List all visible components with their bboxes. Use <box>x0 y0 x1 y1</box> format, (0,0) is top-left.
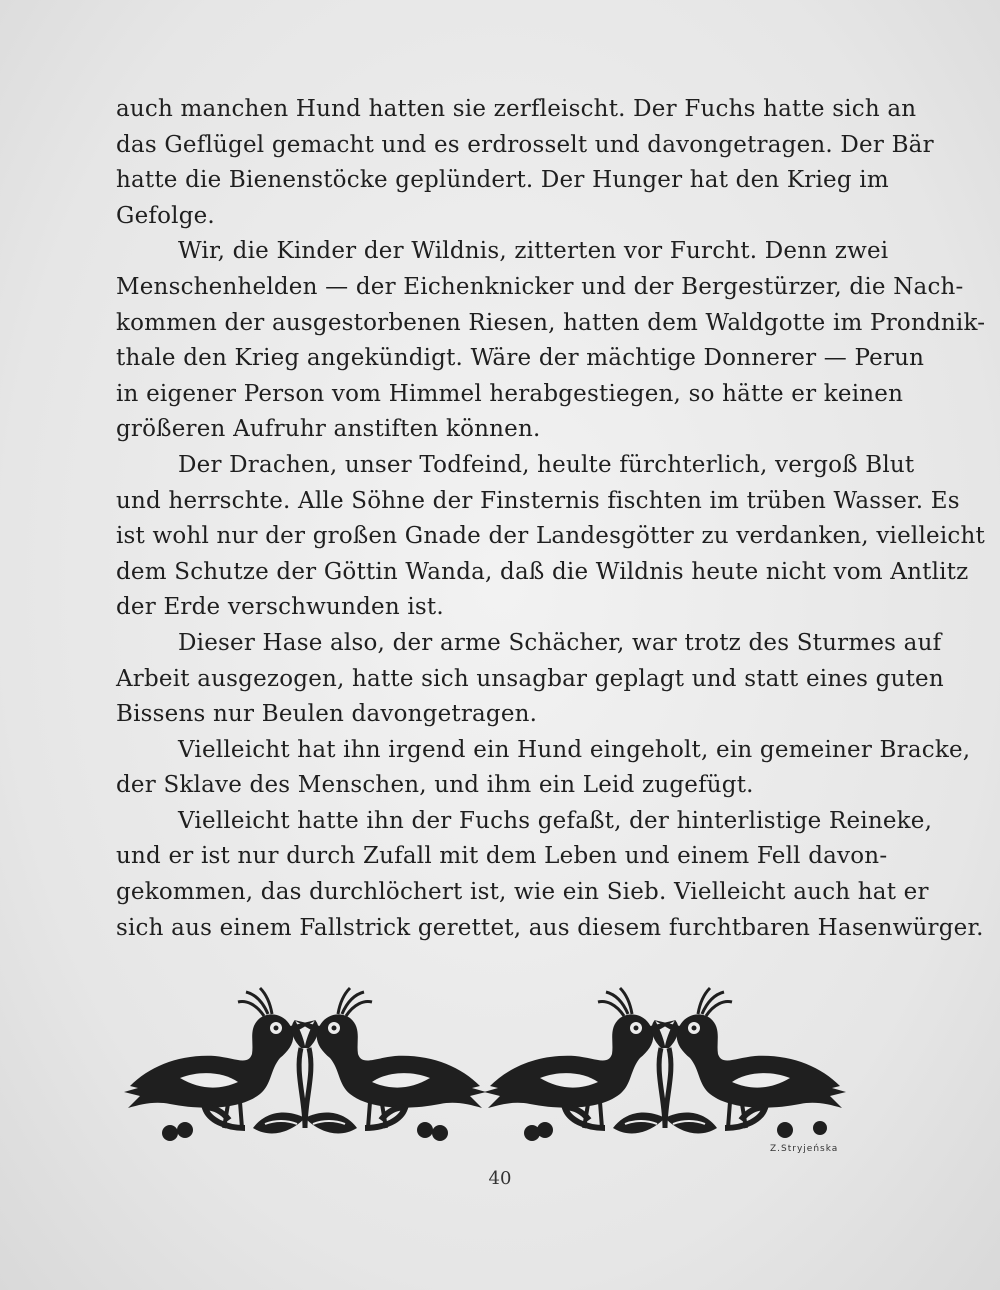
text-line: Menschenhelden — der Eichenknicker und der Bergestürzer, die Nach- <box>116 273 964 300</box>
text-line: und er ist nur durch Zufall mit dem Leben und einem Fell davon- <box>116 843 888 870</box>
dot-icon <box>813 1121 827 1135</box>
page-number: 40 <box>488 1168 512 1189</box>
text-line: das Geflügel gemacht und es erdrosselt und davongetragen. Der Bär <box>116 131 934 158</box>
text-line: thale den Krieg angekündigt. Wäre der mächtige Donnerer — Perun <box>116 345 925 372</box>
text-line: Bissens nur Beulen davongetragen. <box>116 701 538 728</box>
bird-ornament-illustration <box>120 978 840 1168</box>
text-line: kommen der ausgestorbenen Riesen, hatten dem Waldgotte im Prondnik- <box>116 309 986 336</box>
text-line: Dieser Hase also, der arme Schächer, war trotz des Sturmes auf <box>178 629 942 656</box>
dot-icon <box>524 1125 540 1141</box>
body-text <box>116 92 986 946</box>
text-line: ist wohl nur der großen Gnade der Landesgötter zu verdanken, vielleicht <box>116 523 985 550</box>
text-line: Vielleicht hat ihn irgend ein Hund eingeholt, ein gemeiner Bracke, <box>178 736 971 763</box>
bird-icon <box>294 988 486 1128</box>
text-line: größeren Aufruhr anstiften können. <box>116 416 541 443</box>
text-line: der Sklave des Menschen, und ihm ein Leid zugefügt. <box>116 772 754 799</box>
text-line: gekommen, das durchlöchert ist, wie ein Sieb. Vielleicht auch hat er <box>116 879 929 906</box>
text-line: in eigener Person vom Himmel herabgestiegen, so hätte er keinen <box>116 380 904 407</box>
text-line: Wir, die Kinder der Wildnis, zitterten vor Furcht. Denn zwei <box>178 238 889 265</box>
bird-icon <box>124 988 316 1128</box>
bird-icon <box>484 988 676 1128</box>
dot-icon <box>432 1125 448 1141</box>
text-line: und herrschte. Alle Söhne der Finsternis fischten im trüben Wasser. Es <box>116 487 960 514</box>
text-line: hatte die Bienenstöcke geplündert. Der Hunger hat den Krieg im <box>116 167 889 194</box>
text-line: der Erde verschwunden ist. <box>116 594 444 621</box>
dot-icon <box>162 1125 178 1141</box>
text-line: Der Drachen, unser Todfeind, heulte fürchterlich, vergoß Blut <box>178 451 915 478</box>
text-line: Arbeit ausgezogen, hatte sich unsagbar geplagt und statt eines guten <box>116 665 944 692</box>
text-line: Vielleicht hatte ihn der Fuchs gefaßt, der hinterlistige Reineke, <box>178 807 933 834</box>
text-line: dem Schutze der Göttin Wanda, daß die Wildnis heute nicht vom Antlitz <box>116 558 969 585</box>
artist-signature: Z.Stryjeńska <box>770 1144 839 1154</box>
text-line: Gefolge. <box>116 202 215 229</box>
bird-icon <box>654 988 846 1128</box>
text-line: auch manchen Hund hatten sie zerfleischt. Der Fuchs hatte sich an <box>116 96 917 122</box>
text-line: sich aus einem Fallstrick gerettet, aus diesem furchtbaren Hasenwürger. <box>116 914 984 941</box>
